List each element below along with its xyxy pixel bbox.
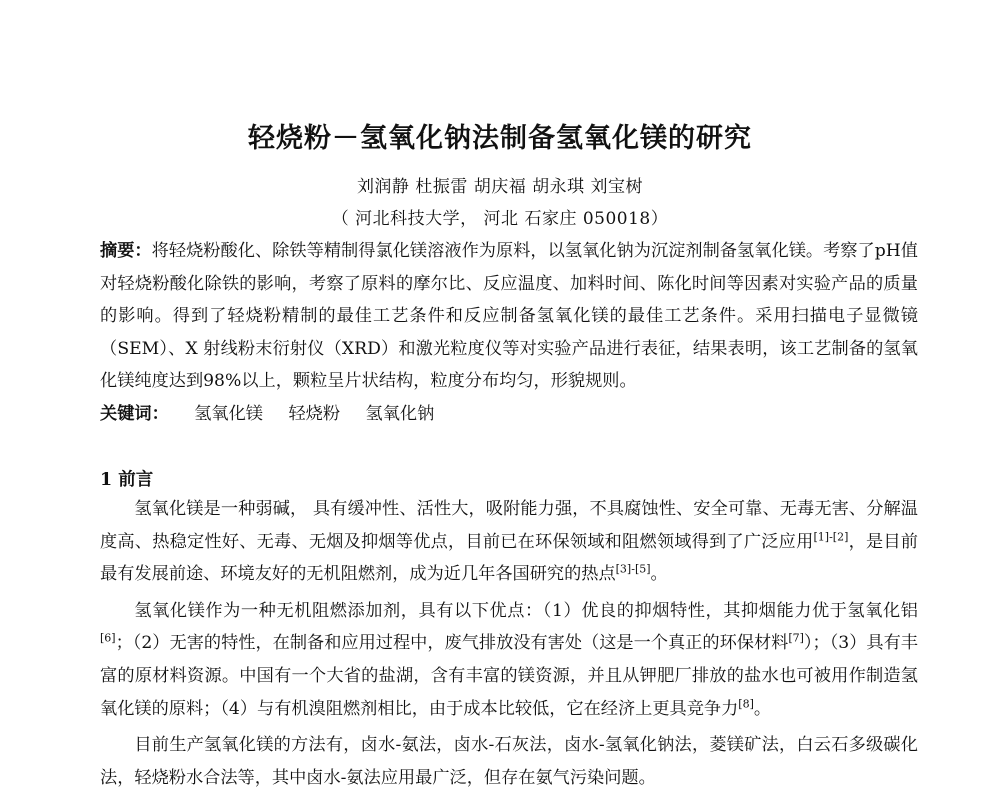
abstract bbox=[100, 235, 918, 398]
keyword-1: 氢氧化镁 bbox=[194, 404, 263, 424]
body-text bbox=[100, 493, 918, 798]
citation-1-2: [1]-[2] bbox=[813, 529, 849, 543]
keyword-3: 氢氧化钠 bbox=[365, 404, 435, 424]
author-list: 刘润静 杜振雷 胡庆福 胡永琪 刘宝树 bbox=[356, 177, 644, 197]
p2-text-d: 。 bbox=[753, 698, 772, 719]
paper-title: 轻烧粉－氢氧化钠法制备氢氧化镁的研究 bbox=[248, 123, 752, 154]
paragraph-1 bbox=[100, 493, 918, 591]
paragraph-3: 目前生产氢氧化镁的方法有，卤水-氨法，卤水-石灰法，卤水-氢氧化钠法，菱镁矿法，白云石多级碳化法，轻烧粉水合法等，其中卤水-氨法应用最广泛，但存在氨气污染问题。 bbox=[100, 735, 918, 788]
p2-text-c: ）；（3）具有丰富的原材料资源。中国有一个大省的盐湖，含有丰富的镁资源，并且从钾肥厂排放的盐水也可被用作制造氢氧化镁的原料；（4）与有机溴阻燃剂相比，由于成本比较低，它在经济上更具竞争力 bbox=[100, 633, 918, 719]
section-heading-introduction: 1 前言 bbox=[100, 470, 154, 490]
abstract-label: 摘要： bbox=[100, 241, 152, 261]
citation-7: [7] bbox=[788, 631, 804, 645]
citation-3-5: [3]-[5] bbox=[615, 562, 651, 576]
paragraph-2 bbox=[100, 595, 918, 725]
p1-text-c: 。 bbox=[650, 564, 668, 585]
keywords-label: 关键词： bbox=[100, 404, 169, 424]
citation-8: [8] bbox=[738, 696, 754, 710]
p2-text-a: 氢氧化镁作为一种无机阻燃添加剂，具有以下优点：（1）优良的抑烟特性，其抑烟能力优于氢氧化铝 bbox=[134, 600, 918, 621]
keyword-2: 轻烧粉 bbox=[288, 404, 341, 424]
citation-6: [6] bbox=[100, 631, 116, 645]
p1-text-a: 氢氧化镁是一种弱碱， 具有缓冲性、活性大，吸附能力强，不具腐蚀性、安全可靠、无毒无害、分解温度高、热稳定性好、无毒、无烟及抑烟等优点，目前已在环保领域和阻燃领域得到了广泛应用 bbox=[100, 499, 918, 552]
keywords bbox=[100, 398, 918, 430]
p1-text-b: ，是目前最有发展前途、环境友好的无机阻燃剂，成为近几年各国研究的热点 bbox=[100, 531, 918, 585]
abstract-text: 将轻烧粉酸化、除铁等精制得氯化镁溶液作为原料，以氢氧化钠为沉淀剂制备氢氧化镁。考察了pH值对轻烧粉酸化除铁的影响，考察了原料的摩尔比、反应温度、加料时间、陈化时间等因素对实验产品的质量的影响。得到了轻烧粉精制的最佳工艺条件和反应制备氢氧化镁的最佳工艺条件。采用扫描电子显微镜（SEM）、X 射线粉末衍射仪（XRD）和激光粒度仪等对实验产品进行表征，结果表明，该工艺制备的氢氧化镁纯度达到98%以上，颗粒呈片状结构，粒度分布均匀，形貌规则。 bbox=[100, 241, 918, 391]
affiliation: （ 河北科技大学， 河北 石家庄 050018） bbox=[331, 209, 669, 229]
p2-text-b: ；（2）无害的特性，在制备和应用过程中，废气排放没有害处（这是一个真正的环保材料 bbox=[115, 633, 789, 654]
